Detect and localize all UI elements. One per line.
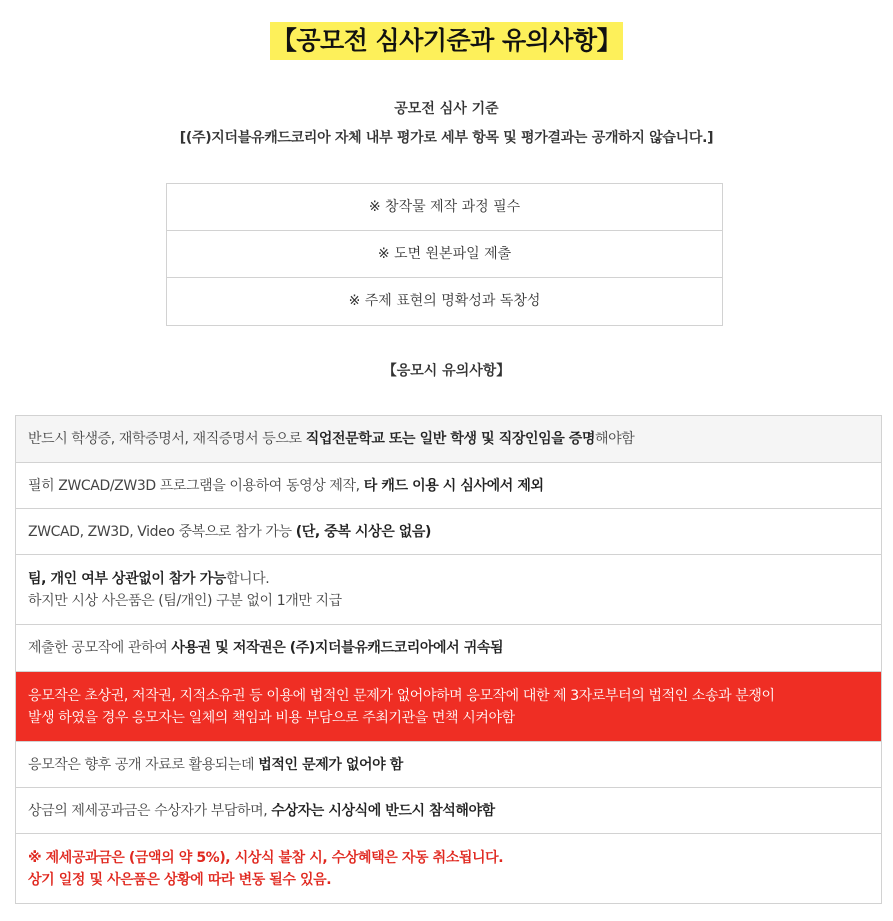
notice-text-bold: 타 캐드 이용 시 심사에서 제외 (363, 477, 544, 494)
notice-text-bold: 팀, 개인 여부 상관없이 참가 가능 (28, 570, 226, 587)
notice-text-bold: 직업전문학교 또는 일반 학생 및 직장인임을 증명 (305, 431, 596, 447)
notice-text (28, 428, 869, 450)
notice-caution-text: ※ 제세공과금은 (금액의 약 5%), 시상식 불참 시, 수상혜택은 자동 취소됩니다. (28, 849, 504, 866)
criteria-box (166, 183, 723, 326)
notice-text-bold: 수상자는 시상식에 반드시 참석해야함 (271, 802, 495, 819)
notice-text-bold: (단, 중복 시상은 없음) (295, 523, 432, 540)
notice-heading: 【응모시 유의사항】 (382, 363, 511, 379)
notice-text (28, 754, 869, 776)
criteria-item: ※ 창작물 제작 과정 필수 (167, 184, 722, 231)
notice-text (28, 521, 869, 543)
notice-warning-line2: 발생 하였을 경우 응모자는 일체의 책임과 비용 부담으로 주최기관을 면책 시켜야함 (28, 709, 515, 726)
notice-text-plain: 필히 ZWCAD/ZW3D 프로그램을 이용하여 동영상 제작, (28, 477, 364, 494)
notice-text-plain: ZWCAD, ZW3D, Video 중복으로 참가 가능 (28, 523, 296, 540)
criteria-item: ※ 주제 표현의 명확성과 독창성 (348, 293, 541, 309)
notice-text-plain: 합니다. (225, 570, 270, 587)
notice-text-plain: 응모작은 향후 공개 자료로 활용되는데 (28, 756, 259, 773)
criteria-item: ※ 도면 원본파일 제출 (167, 231, 722, 278)
notice-text (28, 475, 869, 497)
notice-text-plain: 제출한 공모작에 관하여 (28, 640, 172, 656)
criteria-label: 공모전 심사 기준 (394, 101, 499, 117)
notice-caution-line2 (28, 869, 869, 891)
notice-caution-line1 (28, 847, 869, 869)
notice-text-bold: 사용권 및 저작권은 (주)지더블유캐드코리아에서 귀속됨 (171, 640, 504, 656)
notice-row-warning (16, 672, 881, 742)
page-title: 【공모전 심사기준과 유의사항】 (270, 22, 623, 60)
notice-text-line2: 하지만 시상 사은품은 (팀/개인) 구분 없이 1개만 지급 (28, 592, 342, 609)
notice-text-plain: 상금의 제세공과금은 수상자가 부담하며, (28, 802, 272, 819)
notice-row (16, 788, 881, 834)
notice-row (16, 555, 881, 625)
notice-row (16, 509, 881, 555)
title-wrap (0, 22, 893, 60)
notice-caution-text: 상기 일정 및 사은품은 상황에 따라 변동 될수 있음. (28, 871, 332, 888)
notice-row (16, 463, 881, 509)
notice-list (15, 415, 882, 904)
notice-row (16, 625, 881, 672)
notice-text (28, 800, 869, 822)
notice-text-plain: 반드시 학생증, 재학증명서, 재직증명서 등으로 (28, 431, 306, 447)
notice-text-plain: 해야함 (595, 431, 635, 447)
notice-text-bold: 법적인 문제가 없어야 함 (258, 756, 403, 773)
notice-row (16, 416, 881, 463)
criteria-note: [(주)지더블유캐드코리아 자체 내부 평가로 세부 항목 및 평가결과는 공개하지 않습니다.] (179, 130, 714, 146)
notice-row-caution (16, 834, 881, 903)
notice-text (28, 568, 869, 590)
notice-text (28, 637, 869, 659)
notice-warning-line1: 응모작은 초상권, 저작권, 지적소유권 등 이용에 법적인 문제가 없어야하며 응모작에 대한 제 3자로부터의 법적인 소송과 분쟁이 (28, 687, 775, 704)
notice-row (16, 742, 881, 788)
